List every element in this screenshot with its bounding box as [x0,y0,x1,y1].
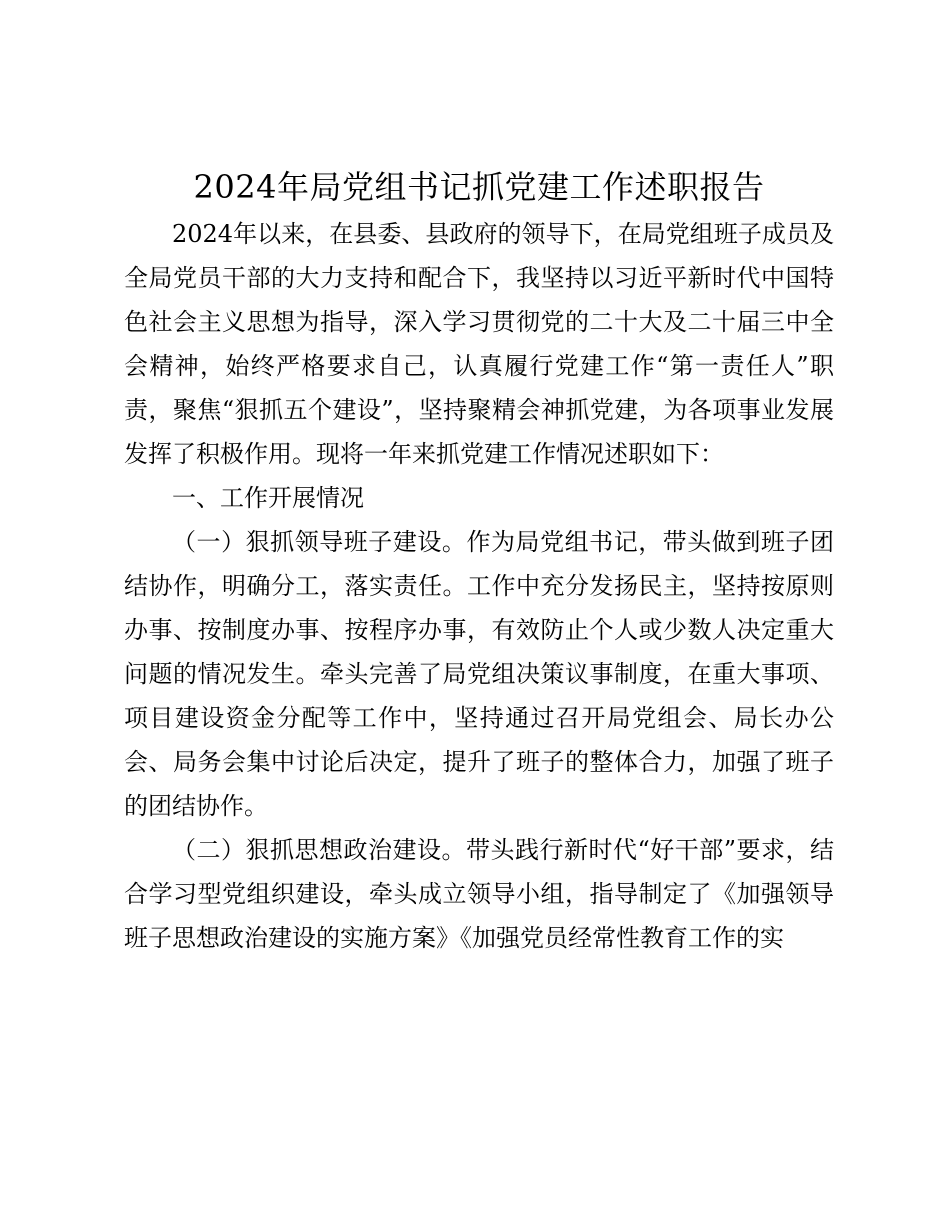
intro-paragraph: 2024年以来，在县委、县政府的领导下，在局党组班子成员及全局党员干部的大力支持和配合下，我坚持以习近平新时代中国特色社会主义思想为指导，深入学习贯彻党的二十大及二十届三中全会精神，始终严格要求自己，认真履行党建工作“第一责任人”职责，聚焦“狠抓五个建设”，坚持聚精会神抓党建，为各项事业发展发挥了积极作用。现将一年来抓党建工作情况述职如下： [124,220,834,468]
paragraph-leadership: （一）狠抓领导班子建设。作为局党组书记，带头做到班子团结协作，明确分工，落实责任。工作中充分发扬民主，坚持按原则办事、按制度办事、按程序办事，有效防止个人或少数人决定重大问题的情况发生。牵头完善了局党组决策议事制度，在重大事项、项目建设资金分配等工作中，坚持通过召开局党组会、局长办公会、局务会集中讨论后决定，提升了班子的整体合力，加强了班子的团结协作。 [124,528,834,820]
paragraph-ideology: （二）狠抓思想政治建设。带头践行新时代“好干部”要求，结合学习型党组织建设，牵头成立领导小组，指导制定了《加强领导班子思想政治建设的实施方案》《加强党员经常性教育工作的实 [124,836,834,952]
document-body [124,162,834,960]
section-heading: 一、工作开展情况 [172,484,364,512]
document-title: 2024年局党组书记抓党建工作述职报告 [193,168,765,206]
